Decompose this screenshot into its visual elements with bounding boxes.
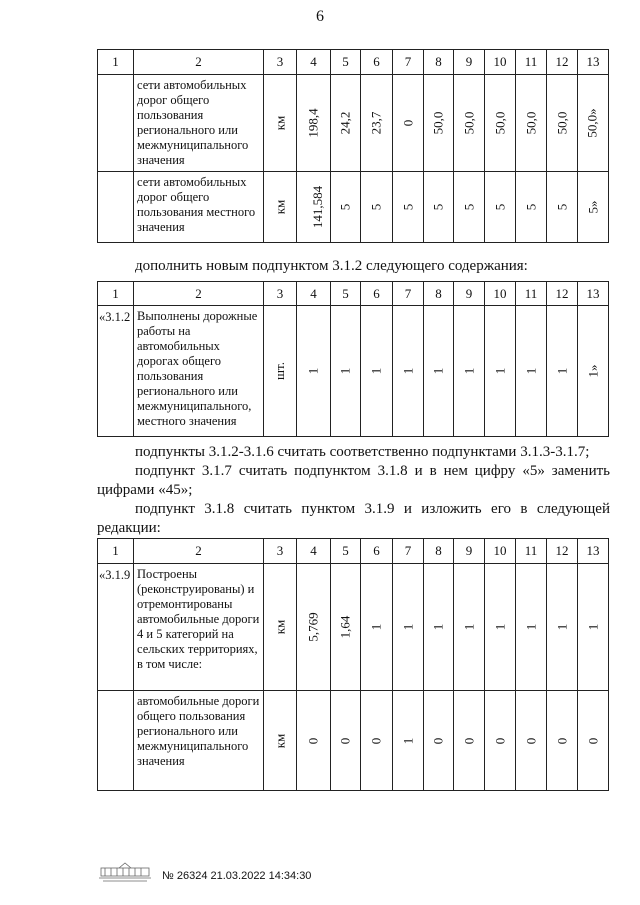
unit-value: км [271, 733, 287, 748]
value-cell [331, 75, 361, 172]
cell-value: 0 [430, 737, 446, 744]
row-description: сети автомобильных дорог общего пользования регионального или межмуниципального значения [134, 75, 264, 172]
column-header: 4 [297, 50, 331, 75]
cell-value: 1 [523, 623, 538, 631]
cell-value: 50,0 [492, 111, 507, 135]
cell-value: 5» [585, 200, 600, 214]
cell-value: 0 [523, 737, 538, 744]
cell-value: 0 [461, 737, 476, 744]
column-header: 7 [393, 539, 424, 564]
value-cell [578, 75, 609, 172]
value-cell [578, 172, 609, 243]
value-cell [393, 75, 424, 172]
cell-value: 1,64 [337, 615, 353, 639]
value-cell [485, 564, 516, 691]
column-header: 10 [485, 50, 516, 75]
value-cell [578, 306, 609, 437]
row-index [98, 691, 134, 791]
value-cell [578, 691, 609, 791]
table-row [98, 172, 609, 243]
column-header: 8 [424, 539, 454, 564]
row-description: Построены (реконструированы) и отремонтированы автомобильные дороги 4 и 5 категорий на сельских территориях, в том числе: [134, 564, 264, 691]
value-cell [297, 306, 331, 437]
value-cell [547, 691, 578, 791]
unit-cell [264, 564, 297, 691]
column-header: 9 [454, 282, 485, 306]
cell-value: 5 [368, 203, 384, 211]
table-row [98, 306, 609, 437]
cell-value: 5 [400, 203, 415, 211]
cell-value: 1 [492, 623, 507, 631]
cell-value: 5 [523, 203, 538, 211]
value-cell [361, 564, 393, 691]
column-header: 8 [424, 50, 454, 75]
column-header: 4 [297, 539, 331, 564]
value-cell [297, 564, 331, 691]
cell-value: 50,0 [523, 111, 538, 135]
column-header: 13 [578, 539, 609, 564]
document-stamp: № 26324 21.03.2022 14:34:30 [162, 870, 312, 882]
unit-value: шт. [272, 362, 287, 380]
row-description: автомобильные дороги общего пользования регионального или межмуниципального значения [134, 691, 264, 791]
cell-value: 0 [492, 737, 507, 744]
cell-value: 50,0 [461, 111, 476, 135]
column-header: 3 [264, 282, 297, 306]
column-header: 12 [547, 282, 578, 306]
column-header: 13 [578, 50, 609, 75]
column-header: 5 [331, 50, 361, 75]
column-header: 9 [454, 50, 485, 75]
cell-value: 1 [400, 367, 415, 375]
paragraph-renumber-3: подпункт 3.1.8 считать пунктом 3.1.9 и изложить его в следующей редакции: [97, 501, 610, 536]
value-cell [361, 75, 393, 172]
cell-value: 1 [368, 367, 384, 375]
column-header: 2 [134, 282, 264, 306]
value-cell [331, 172, 361, 243]
value-cell [578, 564, 609, 691]
value-cell [485, 172, 516, 243]
cell-value: 23,7 [368, 111, 384, 135]
value-cell [331, 306, 361, 437]
value-cell [393, 306, 424, 437]
column-header: 3 [264, 539, 297, 564]
cell-value: 5 [461, 203, 476, 211]
paragraph-renumber-2: подпункт 3.1.7 считать подпунктом 3.1.8 и в нем цифру «5» заменить цифрами «45»; [97, 463, 610, 498]
column-header: 11 [516, 282, 547, 306]
cell-value: 1 [305, 367, 321, 375]
column-header: 11 [516, 50, 547, 75]
value-cell [361, 172, 393, 243]
value-cell [454, 691, 485, 791]
column-header: 13 [578, 282, 609, 306]
cell-value: 5 [554, 203, 569, 211]
value-cell [485, 691, 516, 791]
column-header: 9 [454, 539, 485, 564]
unit-value: км [271, 199, 287, 215]
value-cell [331, 564, 361, 691]
cell-value: 1 [400, 737, 415, 744]
value-cell [297, 172, 331, 243]
value-cell [454, 75, 485, 172]
column-header: 3 [264, 50, 297, 75]
cell-value: 1 [430, 623, 446, 631]
unit-value: км [271, 115, 287, 131]
value-cell [361, 306, 393, 437]
paragraph-renumber-1: подпункты 3.1.2-3.1.6 считать соответственно подпунктами 3.1.3-3.1.7; [135, 444, 590, 460]
value-cell [297, 75, 331, 172]
row-index [98, 172, 134, 243]
column-header: 1 [98, 539, 134, 564]
cell-value: 1 [461, 623, 476, 631]
column-header: 4 [297, 282, 331, 306]
cell-value: 5 [492, 203, 507, 211]
cell-value: 198,4 [305, 108, 321, 138]
column-header: 12 [547, 539, 578, 564]
value-cell [516, 306, 547, 437]
value-cell [424, 691, 454, 791]
paragraph-add-subpoint: дополнить новым подпунктом 3.1.2 следующего содержания: [135, 258, 528, 274]
cell-value: 0 [585, 737, 600, 744]
table-header-row [98, 282, 609, 306]
row-index: «3.1.9 [98, 564, 134, 691]
value-cell [516, 691, 547, 791]
value-cell [297, 691, 331, 791]
table-row [98, 564, 609, 691]
value-cell [393, 172, 424, 243]
value-cell [516, 75, 547, 172]
row-index [98, 75, 134, 172]
table-rural-roads [97, 538, 609, 791]
cell-value: 5 [337, 203, 353, 211]
column-header: 12 [547, 50, 578, 75]
value-cell [547, 75, 578, 172]
column-header: 5 [331, 282, 361, 306]
column-header: 2 [134, 539, 264, 564]
cell-value: 0 [337, 737, 353, 744]
value-cell [547, 172, 578, 243]
value-cell [454, 306, 485, 437]
cell-value: 1 [400, 623, 415, 631]
value-cell [516, 172, 547, 243]
cell-value: 1 [461, 367, 476, 375]
cell-value: 50,0 [554, 111, 569, 135]
value-cell [424, 172, 454, 243]
value-cell [485, 306, 516, 437]
value-cell [361, 691, 393, 791]
unit-cell [264, 172, 297, 243]
value-cell [393, 691, 424, 791]
column-header: 1 [98, 50, 134, 75]
cell-value: 0 [554, 737, 569, 744]
unit-cell [264, 75, 297, 172]
row-description: Выполнены дорожные работы на автомобильных дорогах общего пользования регионального или межмуниципального, местного значения [134, 306, 264, 437]
cell-value: 1 [430, 367, 446, 375]
value-cell [424, 564, 454, 691]
value-cell [547, 306, 578, 437]
cell-value: 1 [523, 367, 538, 375]
cell-value: 50,0 [430, 111, 446, 135]
column-header: 11 [516, 539, 547, 564]
cell-value: 1 [492, 367, 507, 375]
cell-value: 1 [554, 623, 569, 631]
cell-value: 0 [305, 737, 321, 744]
column-header: 6 [361, 539, 393, 564]
table-road-network [97, 49, 609, 243]
value-cell [331, 691, 361, 791]
column-header: 6 [361, 282, 393, 306]
cell-value: 141,584 [310, 185, 326, 229]
column-header: 7 [393, 50, 424, 75]
cell-value: 0 [400, 119, 415, 127]
table-header-row [98, 50, 609, 75]
unit-value: км [271, 619, 287, 635]
column-header: 1 [98, 282, 134, 306]
cell-value: 1 [337, 367, 353, 375]
unit-cell [264, 306, 297, 437]
cell-value: 0 [368, 737, 384, 744]
cell-value: 1 [585, 623, 600, 631]
column-header: 6 [361, 50, 393, 75]
value-cell [424, 306, 454, 437]
value-cell [516, 564, 547, 691]
cell-value: 24,2 [337, 111, 353, 135]
row-description: сети автомобильных дорог общего пользования местного значения [134, 172, 264, 243]
table-road-works [97, 281, 609, 437]
column-header: 8 [424, 282, 454, 306]
value-cell [424, 75, 454, 172]
table-row [98, 691, 609, 791]
cell-value: 1» [585, 364, 600, 378]
row-index: «3.1.2 [98, 306, 134, 437]
table-header-row [98, 539, 609, 564]
column-header: 2 [134, 50, 264, 75]
value-cell [454, 564, 485, 691]
cell-value: 1 [368, 623, 384, 631]
cell-value: 1 [554, 367, 569, 375]
column-header: 10 [485, 282, 516, 306]
value-cell [393, 564, 424, 691]
page-number: 6 [316, 8, 324, 25]
cell-value: 5,769 [305, 612, 321, 642]
cell-value: 50,0» [585, 108, 600, 138]
unit-cell [264, 691, 297, 791]
value-cell [485, 75, 516, 172]
column-header: 5 [331, 539, 361, 564]
value-cell [547, 564, 578, 691]
value-cell [454, 172, 485, 243]
column-header: 7 [393, 282, 424, 306]
column-header: 10 [485, 539, 516, 564]
table-row [98, 75, 609, 172]
cell-value: 5 [430, 203, 446, 211]
